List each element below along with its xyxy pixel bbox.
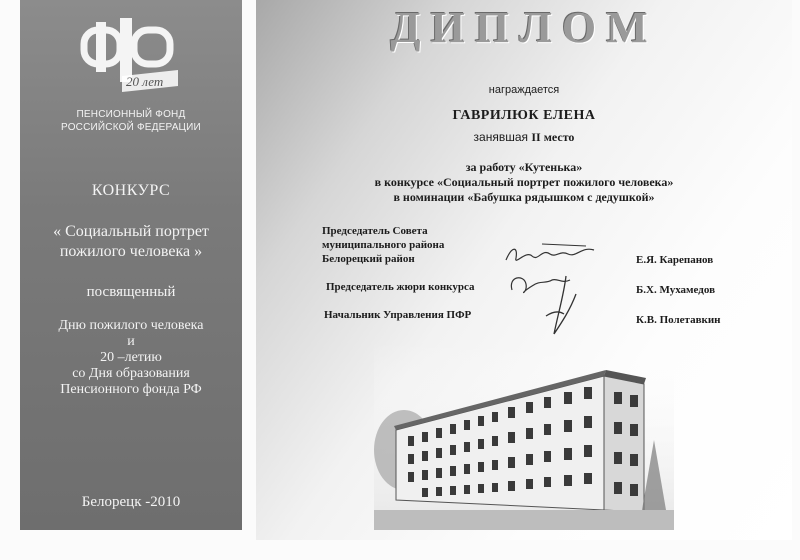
signatory-role: Председатель жюри конкурса (326, 281, 475, 293)
fund-name (20, 108, 242, 134)
role-line: Председатель Совета (322, 225, 428, 237)
diploma-title: ДИПЛОМ (390, 3, 658, 52)
dedicated-line: со Дня образования (72, 366, 190, 381)
handwritten-signature-2 (506, 270, 606, 340)
signatory-name: К.В. Полетавкин (636, 314, 721, 326)
dedicated-word: посвященный (86, 284, 176, 300)
fund-name-line: РОССИЙСКОЙ ФЕДЕРАЦИИ (61, 122, 201, 133)
nomination-line: в номинации «Бабушка рядышком с дедушкой» (393, 190, 655, 204)
work-line: за работу «Кутенька» (465, 160, 583, 174)
signatory-role: Начальник Управления ПФР (324, 309, 472, 321)
signatory-name: Б.Х. Мухамедов (636, 284, 716, 296)
handwritten-signature-1 (502, 240, 602, 270)
fund-name-line: ПЕНСИОННЫЙ ФОНД (76, 109, 186, 120)
contest-title-line: пожилого человека » (59, 243, 203, 260)
dedicated-line: Пенсионного фонда РФ (60, 382, 202, 397)
dedicated-line: и (127, 334, 135, 349)
recipient-name: ГАВРИЛЮК ЕЛЕНА (452, 108, 596, 123)
contest-line: в конкурсе «Социальный портрет пожилого человека» (374, 175, 674, 189)
building-photo (374, 340, 674, 530)
anniversary-badge: 20 лет (126, 74, 164, 89)
role-line: Белорецкий район (322, 253, 415, 265)
dedicated-to (20, 318, 242, 398)
role-line: муниципального района (322, 239, 445, 251)
signatory-name: Е.Я. Карепанов (636, 254, 714, 266)
pension-fund-logo-icon (78, 14, 182, 100)
contest-title-line: « Социальный портрет (53, 223, 209, 240)
city-year: Белорецк -2010 (81, 494, 181, 510)
main-area (256, 0, 792, 540)
dedicated-line: 20 –летию (100, 350, 162, 365)
signatory-role (322, 224, 502, 266)
awarded-label: награждается (488, 84, 560, 96)
contest-title (20, 222, 242, 262)
place-prefix: занявшая (473, 130, 529, 144)
place-value: II место (531, 130, 575, 144)
left-panel (20, 0, 242, 530)
dedicated-line: Дню пожилого человека (58, 318, 204, 333)
contest-heading: КОНКУРС (91, 182, 171, 199)
place-line (256, 130, 792, 145)
